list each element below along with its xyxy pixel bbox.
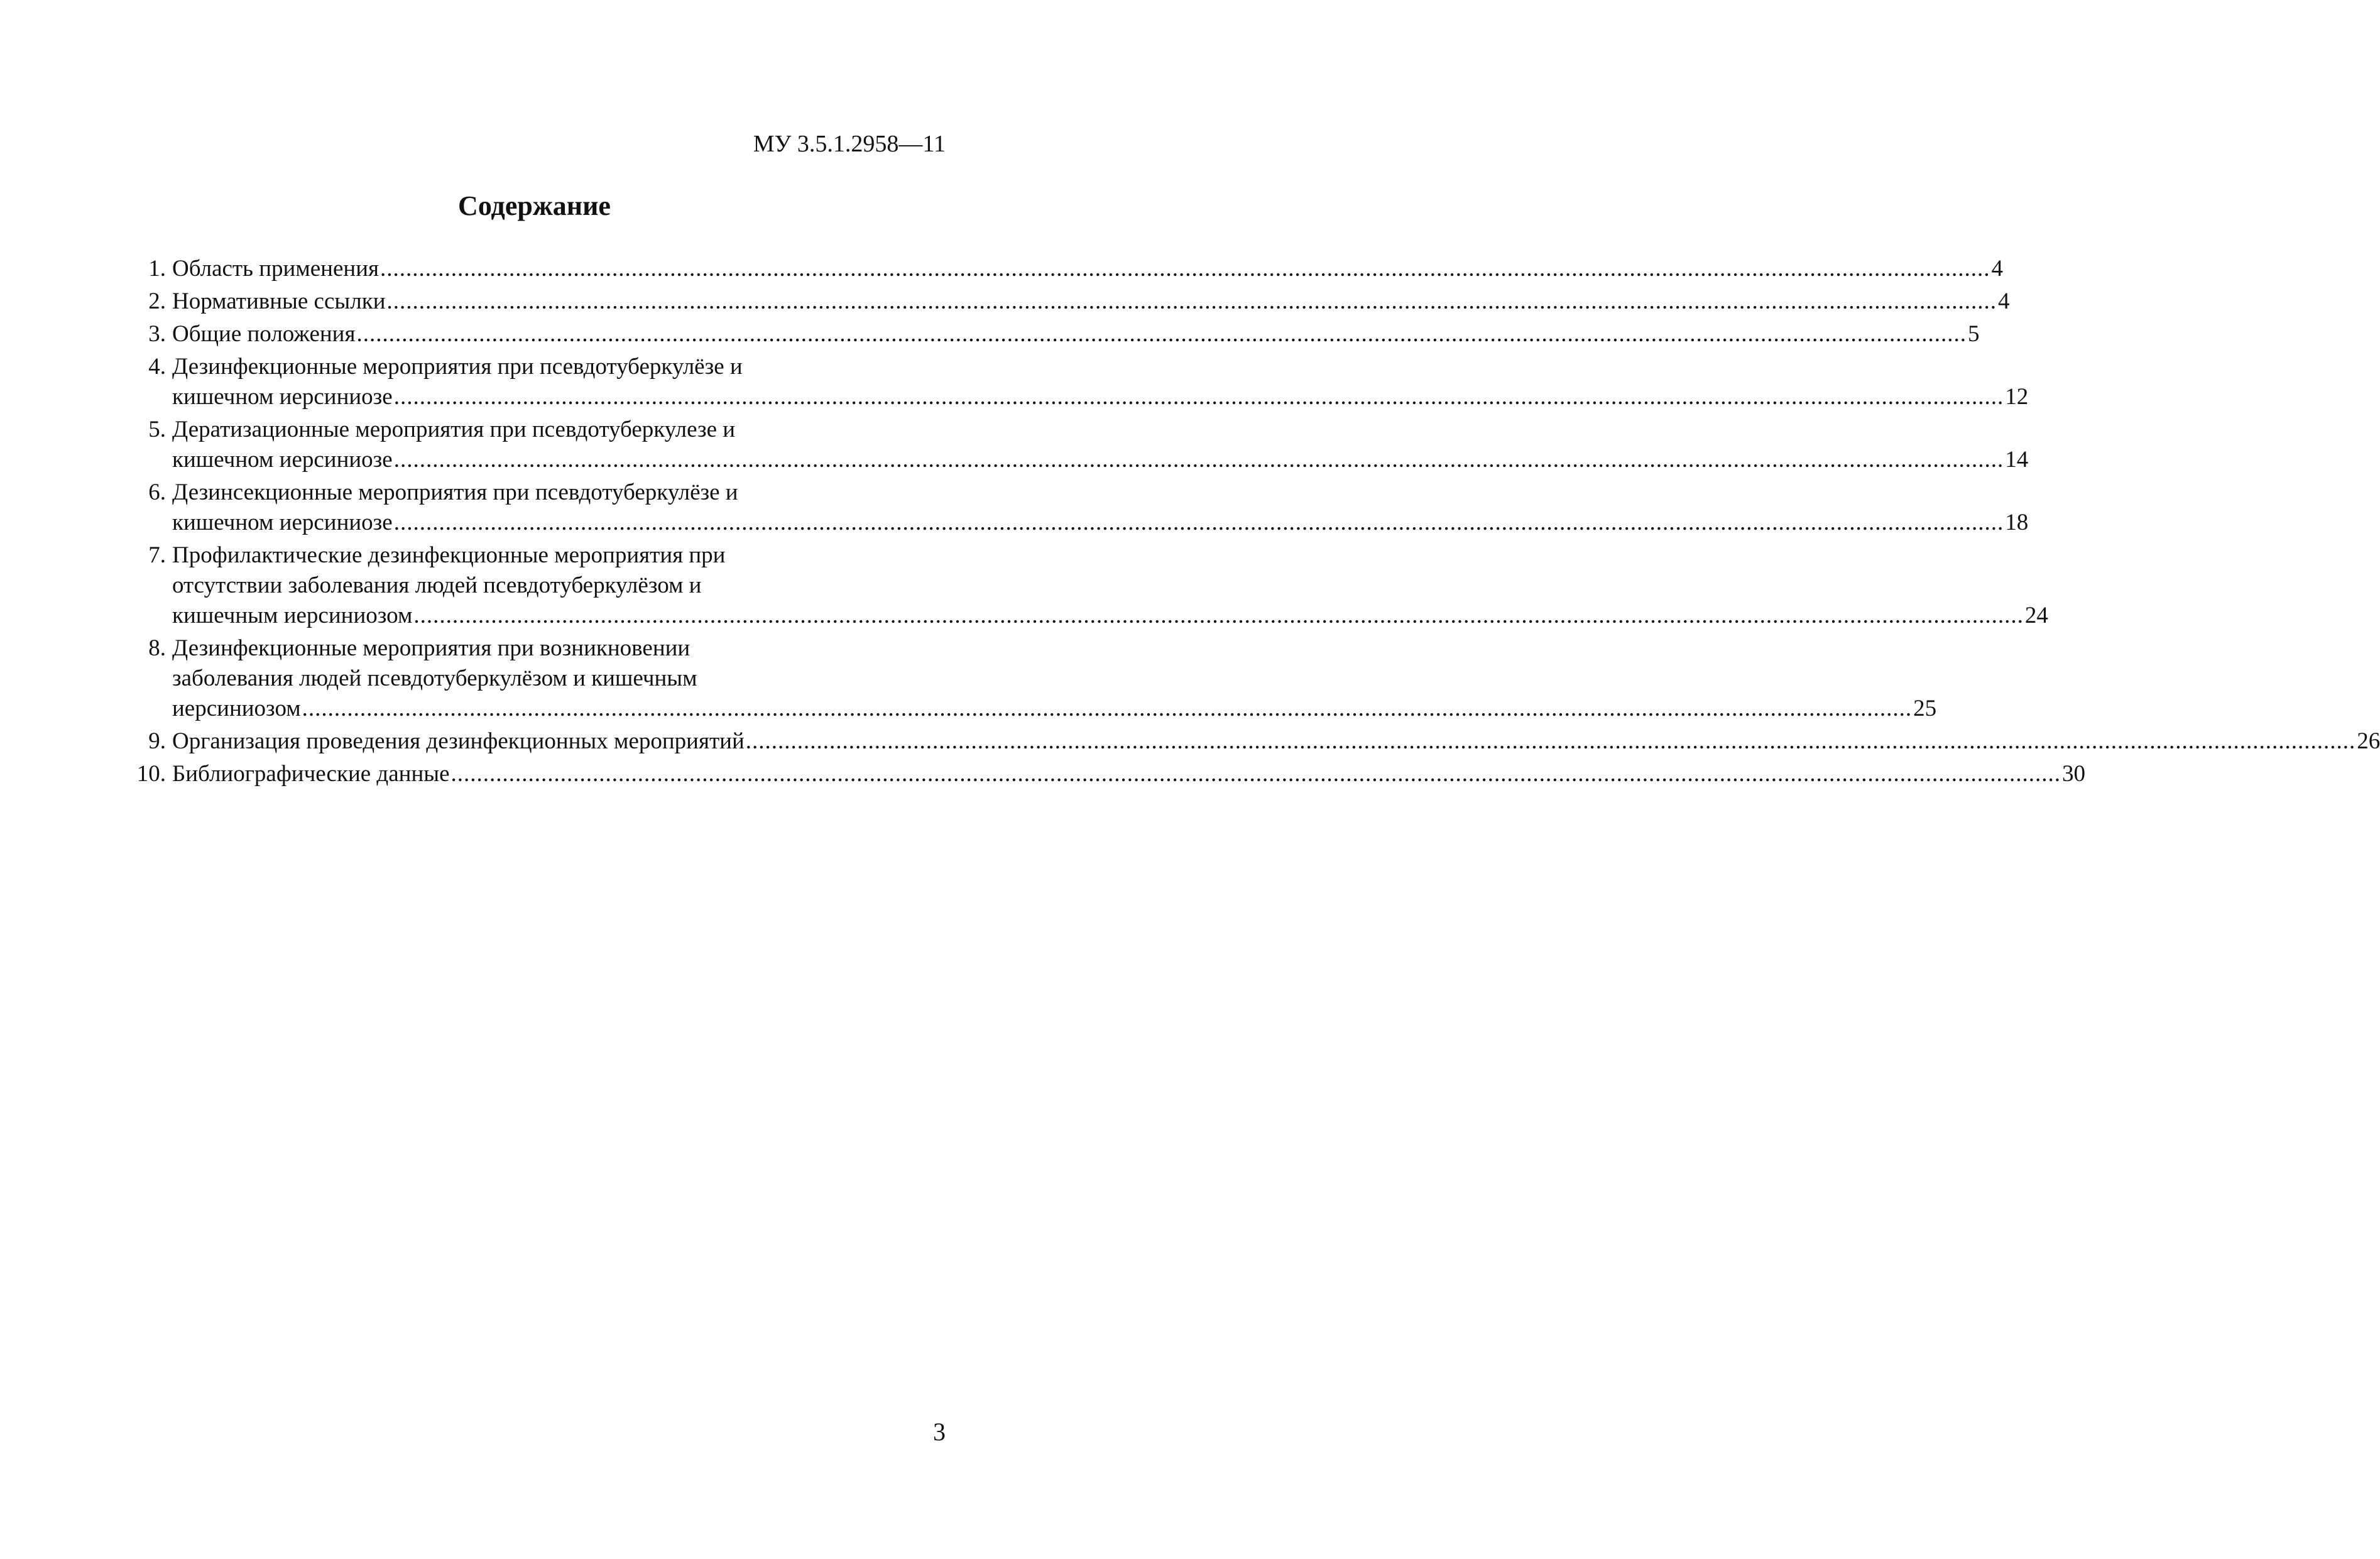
toc-entry-body [166,478,2028,538]
toc-entry-body [166,319,1979,349]
toc-entry-number: 9. [148,728,166,754]
toc-entry-line: Дезинфекционные мероприятия при псевдотуберкулёзе и [172,354,743,380]
toc-entry-title: кишечном иерсиниозе [172,447,393,473]
toc-entry-title: Нормативные ссылки [172,288,386,314]
toc-entry-final-line [172,382,2028,412]
toc-entry [134,540,2048,631]
toc-entry-title: кишечном иерсиниозе [172,384,393,410]
dot-leader [393,508,2006,538]
toc-entry-number: 8. [148,635,166,661]
toc-entry-body [166,254,2003,284]
toc-entry-title: Библиографические данные [172,761,450,787]
toc-entry-body [166,352,2028,412]
toc-entry-body [166,633,1936,724]
dot-leader [450,759,2063,789]
toc-entry-final-line [172,694,1936,724]
page-number: 3 [933,1418,946,1446]
toc-entry-page: 4 [1991,256,2004,282]
toc-entry [134,726,2380,757]
toc-entry-page: 25 [1913,696,1937,721]
toc-entry-final-line [172,319,1979,349]
toc-entry [134,759,2086,789]
toc-entry-final-line [172,759,2085,789]
toc-entry-page: 14 [2005,447,2029,473]
toc-entry-number: 4. [148,354,166,380]
toc-entry-page: 26 [2357,728,2380,754]
toc-entry [134,352,2029,412]
toc-entry [134,254,2004,284]
toc-entry-line: отсутствии заболевания людей псевдотуберкулёзом и [172,572,702,598]
toc-entry-line: заболевания людей псевдотуберкулёзом и кишечным [172,665,697,691]
toc-entry-page: 24 [2024,603,2048,628]
document-code: МУ 3.5.1.2958—11 [753,131,946,157]
toc-entry-final-line [172,726,2380,757]
dot-leader [412,601,2025,631]
toc-entry [134,287,2010,317]
toc-entry [134,319,1980,349]
toc-entry [134,633,1937,724]
toc-entry-page: 18 [2005,510,2029,535]
dot-leader [355,319,1968,349]
toc-entry-line: Дезинсекционные мероприятия при псевдотуберкулёзе и [172,479,738,505]
toc-entry-final-line [172,508,2028,538]
toc-entry-title: Организация проведения дезинфекционных мероприятий [172,728,745,754]
toc-entry-page: 5 [1967,321,1980,347]
toc-entry-title: иерсиниозом [172,696,301,721]
toc-entry-body [166,726,2380,757]
toc-entry-number: 10. [136,761,166,787]
toc-entry-number: 3. [148,321,166,347]
toc-entry-number: 5. [148,417,166,442]
toc-entry-final-line [172,445,2028,475]
toc-entry-line: Дезинфекционные мероприятия при возникновении [172,635,691,661]
dot-leader [301,694,1914,724]
toc-entry-body [166,540,2048,631]
toc-entry-title: Область применения [172,256,379,282]
toc-entry-number: 1. [148,256,166,282]
toc-entry-page: 30 [2062,761,2086,787]
dot-leader [379,254,1992,284]
toc-entry-final-line [172,601,2048,631]
toc-entry-number: 2. [148,288,166,314]
toc-entry-body [166,415,2028,475]
table-of-contents [134,254,2380,792]
toc-entry-page: 4 [1998,288,2010,314]
toc-entry [134,478,2029,538]
toc-entry-final-line [172,287,2010,317]
dot-leader [393,382,2006,412]
toc-entry-title: кишечным иерсиниозом [172,603,413,628]
toc-entry [134,415,2029,475]
toc-entry-number: 7. [148,542,166,568]
toc-entry-final-line [172,254,2003,284]
toc-entry-page: 12 [2005,384,2029,410]
toc-entry-number: 6. [148,479,166,505]
toc-entry-line: Дератизационные мероприятия при псевдотуберкулезе и [172,417,736,442]
dot-leader [393,445,2006,475]
toc-entry-line: Профилактические дезинфекционные мероприятия при [172,542,726,568]
toc-entry-body [166,287,2010,317]
dot-leader [386,287,1999,317]
toc-entry-body [166,759,2085,789]
toc-entry-title: кишечном иерсиниозе [172,510,393,535]
dot-leader [745,726,2357,757]
toc-entry-title: Общие положения [172,321,356,347]
page-title: Содержание [458,190,611,221]
